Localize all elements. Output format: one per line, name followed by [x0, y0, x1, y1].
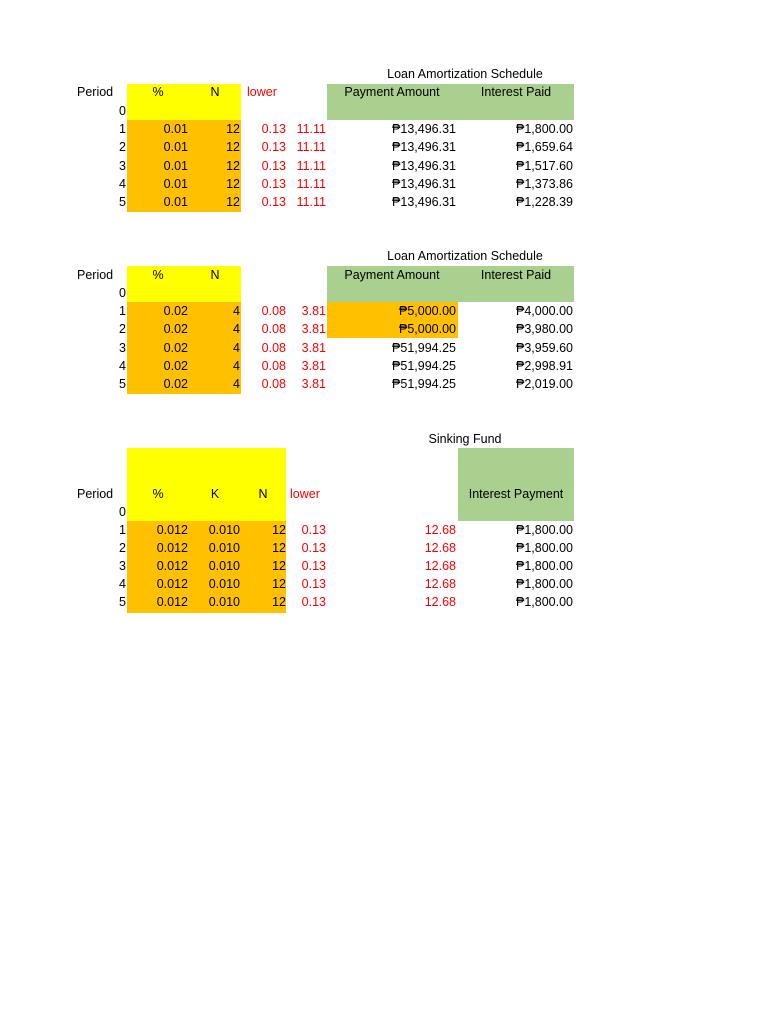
lower-value: 0.13 — [261, 122, 286, 136]
rate: 0.012 — [156, 523, 188, 537]
interest-paid: ₱3,959.60 — [516, 341, 573, 355]
header-period: Period — [77, 85, 114, 99]
factor-value: 11.11 — [296, 195, 326, 209]
period: 1 — [119, 122, 126, 136]
lower-value: 0.08 — [261, 322, 286, 336]
rate: 0.01 — [163, 122, 188, 136]
lower-value: 0.13 — [261, 159, 286, 173]
period: 4 — [119, 177, 126, 191]
rate: 0.012 — [156, 577, 188, 591]
lower-value: 0.08 — [261, 377, 286, 391]
n-value: 4 — [233, 304, 240, 318]
factor-value: 11.11 — [296, 177, 326, 191]
period: 1 — [119, 304, 126, 318]
period: 3 — [119, 159, 126, 173]
header-n: N — [258, 487, 268, 501]
section-title: Loan Amortization Schedule — [387, 249, 543, 263]
lower-value: 0.13 — [261, 140, 286, 154]
interest-paid: ₱1,373.86 — [516, 177, 573, 191]
rate: 0.02 — [163, 341, 188, 355]
n-value: 12 — [272, 541, 286, 555]
period-0: 0 — [119, 505, 126, 519]
rate: 0.01 — [163, 140, 188, 154]
rate: 0.012 — [156, 559, 188, 573]
k-value: 0.010 — [208, 577, 240, 591]
k-value: 0.010 — [208, 523, 240, 537]
period: 2 — [119, 140, 126, 154]
lower-value: 0.13 — [301, 559, 326, 573]
lower-value: 0.13 — [301, 541, 326, 555]
n-value: 4 — [233, 359, 240, 373]
interest-paid: ₱4,000.00 — [516, 304, 573, 318]
period: 5 — [119, 195, 126, 209]
period: 5 — [119, 377, 126, 391]
period-0: 0 — [119, 104, 126, 118]
header-lower: lower — [247, 85, 277, 99]
interest-payment: ₱1,800.00 — [516, 523, 573, 537]
rate: 0.02 — [163, 377, 188, 391]
rate: 0.01 — [163, 177, 188, 191]
interest-paid: ₱1,228.39 — [516, 195, 573, 209]
interest-paid: ₱2,019.00 — [516, 377, 573, 391]
payment-amount: ₱51,994.25 — [392, 341, 456, 355]
n-value: 12 — [226, 159, 240, 173]
interest-paid: ₱2,998.91 — [516, 359, 573, 373]
period: 3 — [119, 341, 126, 355]
interest-payment: ₱1,800.00 — [516, 595, 573, 609]
lower-value: 0.13 — [261, 177, 286, 191]
k-value: 0.010 — [208, 595, 240, 609]
payment-amount: ₱13,496.31 — [392, 195, 456, 209]
n-value: 12 — [226, 140, 240, 154]
factor-value: 3.81 — [301, 322, 326, 336]
header-interest-paid: Interest Paid — [480, 268, 552, 282]
rate: 0.01 — [163, 195, 188, 209]
header-period: Period — [77, 268, 114, 282]
factor-value: 3.81 — [301, 304, 326, 318]
interest-payment: ₱1,800.00 — [516, 541, 573, 555]
factor-value: 11.11 — [296, 140, 326, 154]
header-n: N — [210, 268, 220, 282]
lower-value: 0.13 — [261, 195, 286, 209]
factor-value: 3.81 — [301, 377, 326, 391]
interest-paid: ₱3,980.00 — [516, 322, 573, 336]
header-lower: lower — [290, 487, 320, 501]
header-pct: % — [152, 85, 164, 99]
header-pct: % — [152, 268, 164, 282]
n-value: 4 — [233, 322, 240, 336]
lower-value: 0.08 — [261, 341, 286, 355]
period: 4 — [119, 577, 126, 591]
header-interest-paid: Interest Paid — [480, 85, 552, 99]
rate: 0.012 — [156, 541, 188, 555]
factor-value: 11.11 — [296, 159, 326, 173]
header-pct: % — [152, 487, 164, 501]
factor-value: 3.81 — [301, 359, 326, 373]
section-title: Loan Amortization Schedule — [387, 67, 543, 81]
interest-paid: ₱1,517.60 — [516, 159, 573, 173]
n-value: 12 — [226, 122, 240, 136]
n-value: 12 — [226, 177, 240, 191]
n-value: 12 — [272, 595, 286, 609]
payment-amount: ₱51,994.25 — [392, 359, 456, 373]
period-0: 0 — [119, 286, 126, 300]
header-k: K — [210, 487, 220, 501]
rate: 0.012 — [156, 595, 188, 609]
n-value: 12 — [226, 195, 240, 209]
n-value: 12 — [272, 577, 286, 591]
factor-value: 11.11 — [296, 122, 326, 136]
period: 4 — [119, 359, 126, 373]
interest-paid: ₱1,800.00 — [516, 122, 573, 136]
lower-value: 0.13 — [301, 523, 326, 537]
rate: 0.02 — [163, 304, 188, 318]
factor-value: 12.68 — [424, 523, 456, 537]
interest-paid: ₱1,659.64 — [516, 140, 573, 154]
payment-amount: ₱51,994.25 — [392, 377, 456, 391]
header-interest-payment: Interest Payment — [468, 487, 564, 501]
interest-payment: ₱1,800.00 — [516, 577, 573, 591]
n-value: 4 — [233, 377, 240, 391]
n-value: 12 — [272, 523, 286, 537]
payment-amount: ₱13,496.31 — [392, 159, 456, 173]
n-value: 12 — [272, 559, 286, 573]
header-period: Period — [77, 487, 114, 501]
period: 2 — [119, 541, 126, 555]
section-title: Sinking Fund — [428, 432, 502, 446]
header-payment-amount: Payment Amount — [344, 85, 440, 99]
factor-value: 12.68 — [424, 577, 456, 591]
lower-value: 0.08 — [261, 304, 286, 318]
factor-value: 12.68 — [424, 541, 456, 555]
lower-value: 0.08 — [261, 359, 286, 373]
rate: 0.01 — [163, 159, 188, 173]
rate: 0.02 — [163, 322, 188, 336]
period: 3 — [119, 559, 126, 573]
period: 5 — [119, 595, 126, 609]
factor-value: 12.68 — [424, 559, 456, 573]
lower-value: 0.13 — [301, 577, 326, 591]
payment-amount: ₱13,496.31 — [392, 140, 456, 154]
payment-amount: ₱13,496.31 — [392, 122, 456, 136]
payment-amount: ₱13,496.31 — [392, 177, 456, 191]
k-value: 0.010 — [208, 541, 240, 555]
factor-value: 12.68 — [424, 595, 456, 609]
period: 1 — [119, 523, 126, 537]
payment-amount: ₱5,000.00 — [399, 304, 456, 318]
period: 2 — [119, 322, 126, 336]
lower-value: 0.13 — [301, 595, 326, 609]
factor-value: 3.81 — [301, 341, 326, 355]
payment-amount: ₱5,000.00 — [399, 322, 456, 336]
rate: 0.02 — [163, 359, 188, 373]
k-value: 0.010 — [208, 559, 240, 573]
interest-payment: ₱1,800.00 — [516, 559, 573, 573]
header-payment-amount: Payment Amount — [344, 268, 440, 282]
header-n: N — [210, 85, 220, 99]
n-value: 4 — [233, 341, 240, 355]
